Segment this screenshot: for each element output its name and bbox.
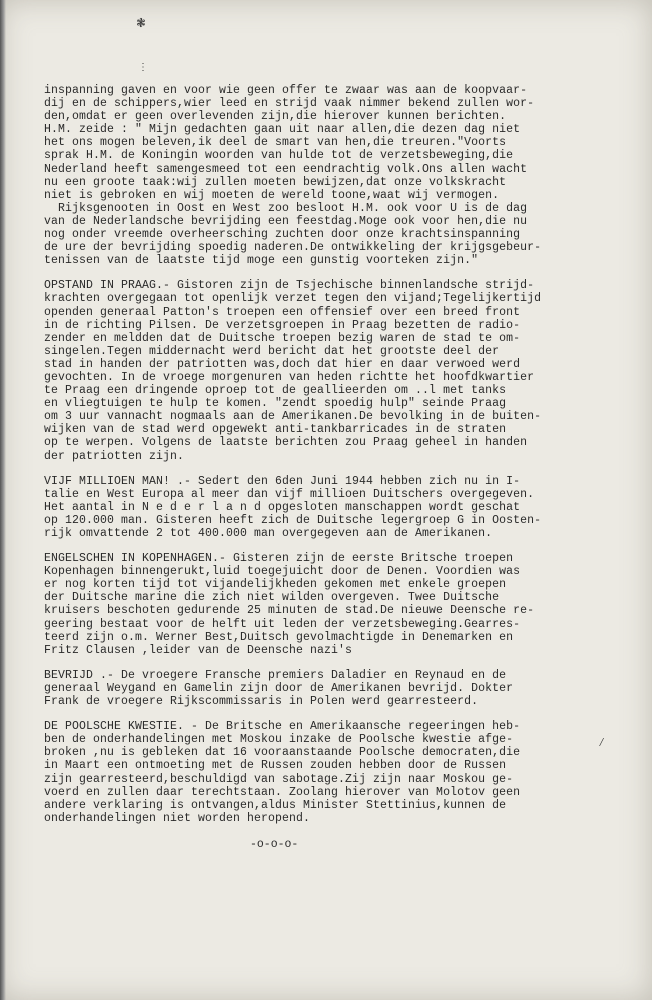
text-line: BEVRIJD .- De vroegere Fransche premiers Daladier en Reynaud en de [44, 668, 507, 682]
text-line: de ure der bevrijding spoedig naderen.De ontwikkeling der krijgsgebeur- [44, 241, 542, 255]
text-line: Frank de vroegere Rijkscommissaris in Polen werd gearresteerd. [44, 695, 479, 709]
text-line: OPSTAND IN PRAAG.- Gistoren zijn de Tsjechische binnenlandsche strijd- [44, 279, 535, 293]
paragraph-gap [44, 708, 624, 720]
text-line: tenissen van de laatste tijd moge een gunstig voorteken zijn." [44, 254, 479, 268]
paragraph-gap [44, 540, 624, 552]
text-line: nog onder vreemde overheersching zuchten door onze krachtsinspanning [44, 228, 521, 242]
end-mark: -o-o-o- [250, 838, 299, 851]
text-line: ENGELSCHEN IN KOPENHAGEN.- Gisteren zijn de eerste Britsche troepen [44, 552, 514, 566]
text-line: het ons mogen beleven,ik deel de smart van hen,die treuren."Voorts [44, 136, 507, 150]
text-line: der Duitsche marine die zich niet wilden overgeven. Twee Duitsche [44, 591, 500, 605]
paragraph-royal-speech [44, 84, 624, 267]
text-line: Kopenhagen binnengerukt,luid toegejuicht door de Denen. Voordien was [44, 565, 521, 579]
text-line: krachten overgegaan tot openlijk verzet tegen den vijand;Tegelijkertijd [44, 292, 542, 306]
text-line: er nog korten tijd tot vijandelijkheden gekomen met enkele groepen [44, 578, 507, 592]
text-line: dij en de schippers,wier leed en strijd vaak nimmer bekend zullen wor- [44, 97, 535, 111]
text-line: den,omdat er geen overlevenden zijn,die hierover kunnen berichten. [44, 110, 507, 124]
ink-blot-mark: ❃ [136, 16, 146, 32]
text-line: rijk omvattende 2 tot 400.000 man overgegeven aan de Amerikanen. [44, 527, 493, 540]
paragraph-gap [44, 463, 624, 475]
text-line: der patriotten zijn. [44, 449, 185, 463]
text-line: generaal Weygand en Gamelin zijn door de Amerikanen bevrijd. Dokter [44, 681, 514, 695]
text-line: andere verklaring is ontvangen,aldus Minister Stettinius,kunnen de [44, 798, 507, 812]
paragraph-gap [44, 657, 624, 669]
text-line: H.M. zeide : " Mijn gedachten gaan uit naar allen,die dezen dag niet [44, 123, 521, 137]
text-line: voerd en zullen daar terechtstaan. Zoolang hierover van Molotov geen [44, 785, 521, 799]
text-line: in de richting Pilsen. De verzetsgroepen in Praag bezetten de radio- [44, 318, 521, 332]
text-line: Nederland heeft samengesmeed tot een eendrachtig volk.Ons allen wacht [44, 162, 528, 176]
text-line: gevochten. In de vroege morgenuren van heden richtte het hoofdkwartier [44, 370, 535, 384]
text-line: VIJF MILLIOEN MAN! .- Sedert den 6den Juni 1944 hebben zich nu in I- [44, 474, 521, 488]
text-line: openden generaal Patton's troepen een offensief over een breed front [44, 305, 521, 319]
paragraph-poolsche-kwestie [44, 720, 624, 825]
margin-tick-mark: ⁄ [598, 736, 606, 750]
text-line: nu een groote taak:wij zullen moeten bewijzen,dat onze volkskracht [44, 175, 507, 189]
text-line: op te werpen. Volgens de laatste berichten zou Praag geheel in handen [44, 436, 528, 450]
text-line: broken ,nu is gebleken dat 16 vooraanstaande Poolsche democraten,die [44, 746, 521, 760]
text-line: van de Nederlandsche bevrijding een feestdag.Moge ook voor hen,die nu [44, 214, 528, 228]
text-line: DE POOLSCHE KWESTIE. - De Britsche en Amerikaansche regeeringen heb- [44, 720, 521, 734]
text-line: in Maart een ontmoeting met de Russen zouden hebben door de Russen [44, 759, 507, 773]
text-line: zender en meldden dat de Duitsche troepen bezig waren de stad te om- [44, 331, 521, 345]
paragraph-bevrijd [44, 669, 624, 708]
punch-mark: ⋮ [138, 63, 148, 74]
text-line: sprak H.M. de Koningin woorden van hulde tot de verzetsbeweging,die [44, 149, 514, 163]
text-line: te Praag een dringende oproep tot de geallieerden om ..l met tanks [44, 384, 507, 398]
text-line: ben de onderhandelingen met Moskou inzake de Poolsche kwestie afge- [44, 733, 514, 747]
text-line: Het aantal in N e d e r l a n d opgesloten manschappen wordt geschat [44, 500, 521, 514]
text-line: geering bestaat voor de helft uit leden der verzetsbeweging.Gearres- [44, 617, 521, 631]
text-line: teerd zijn o.m. Werner Best,Duitsch gevolmachtigde in Denemarken en [44, 630, 514, 644]
text-line: talie en West Europa al meer dan vijf millioen Duitschers overgegeven. [44, 487, 535, 501]
paragraph-engelschen-in-kopenhagen [44, 552, 624, 657]
text-line: zijn gearresteerd,beschuldigd van sabotage.Zij zijn naar Moskou ge- [44, 772, 514, 786]
text-line: om 3 uur vannacht nogmaals aan de Amerikanen.De bevolking in de buiten- [44, 410, 542, 424]
text-line: Fritz Clausen ,leider van de Deensche nazi's [44, 643, 353, 657]
text-line: en vliegtuigen te hulp te komen. "zendt spoedig hulp" seinde Praag [44, 397, 507, 411]
paragraph-gap [44, 267, 624, 279]
text-line: op 120.000 man. Gisteren heeft zich de Duitsche legergroep G in Oosten- [44, 513, 542, 527]
paragraph-opstand-in-praag [44, 279, 624, 462]
text-line: inspanning gaven en voor wie geen offer te zwaar was aan de koopvaar- [44, 84, 528, 97]
text-line: Rijksgenooten in Oost en West zoo besloot H.M. ook voor U is de dag [44, 201, 528, 215]
text-line: kruisers beschoten gedurende 25 minuten de stad.De nieuwe Deensche re- [44, 604, 535, 618]
scan-edge-shadow [0, 0, 6, 1000]
text-line: stad in handen der patriotten was,doch dat hier en daar verwoed werd [44, 357, 521, 371]
text-line: onderhandelingen niet worden heropend. [44, 811, 311, 825]
paragraph-vijf-millioen-man [44, 475, 624, 540]
text-line: wijken van de stad werd opgewekt anti-tankbarricades in de straten [44, 423, 507, 437]
text-line: singelen.Tegen middernacht werd bericht dat het grootste deel der [44, 344, 500, 358]
body-text [44, 84, 624, 825]
text-line: niet is gebroken en wij moeten de wereld toone,waat wij vermogen. [44, 188, 500, 202]
